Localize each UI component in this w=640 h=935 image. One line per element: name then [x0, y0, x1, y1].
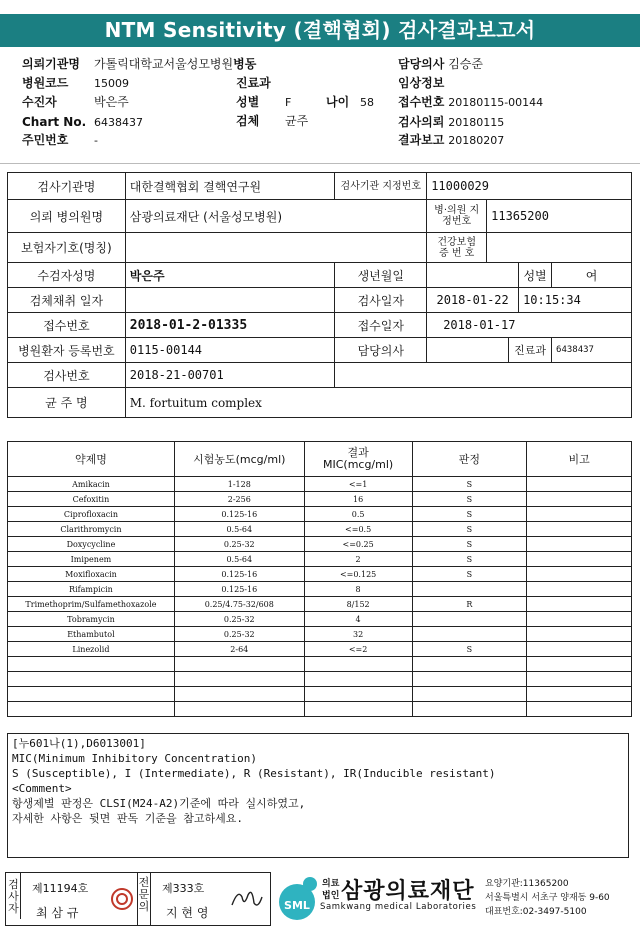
test-date-value: 2018-01-22 — [427, 288, 519, 313]
collect-date-label: 검체채취 일자 — [8, 288, 126, 313]
drug-row — [8, 597, 632, 612]
dob-value — [427, 263, 519, 288]
specimen-value: 균주 — [285, 114, 309, 128]
drug-name: Trimethoprim/Sulfamethoxazole — [8, 597, 175, 612]
age-label: 나이 — [326, 95, 350, 109]
interpretation: S — [412, 477, 527, 492]
comments-box — [7, 733, 629, 858]
note-line: <Comment> — [12, 782, 72, 795]
drug-row — [8, 567, 632, 582]
empty-cell — [8, 657, 175, 672]
sex-value: F — [285, 96, 292, 109]
hospital-code-label: 병원코드 — [22, 76, 69, 90]
doctor-label-cell: 담당의사 — [335, 338, 427, 363]
interpretation — [412, 627, 527, 642]
test-number-label: 검사번호 — [8, 363, 126, 388]
sex-label-cell: 성별 — [519, 263, 552, 288]
mic-result: <=2 — [304, 642, 412, 657]
drug-row — [8, 642, 632, 657]
org-code: 요양기관:11365200 — [485, 879, 569, 889]
signature-box — [5, 872, 271, 926]
insured-label: 보험자기호(명칭) — [8, 233, 126, 263]
interpretation — [412, 612, 527, 627]
org-phone: 대표번호:02-3497-5100 — [485, 907, 587, 917]
empty-cell — [174, 702, 304, 717]
patient-value: 박은주 — [94, 95, 129, 109]
empty-cell — [174, 687, 304, 702]
test-concentration: 0.5-64 — [174, 522, 304, 537]
test-concentration: 1-128 — [174, 477, 304, 492]
collect-date-value — [125, 288, 335, 313]
org-english-name: Samkwang medical Laboratories — [320, 902, 477, 912]
note-line: 항생제별 판정은 CLSI(M24-A2)기준에 따라 실시하였고, — [12, 797, 306, 810]
note-line: [누601나(1),D6013001] — [12, 737, 146, 750]
remarks — [527, 597, 632, 612]
mic-result: 8/152 — [304, 597, 412, 612]
drug-row — [8, 477, 632, 492]
ward-label: 병동 — [233, 57, 257, 71]
interpretation: R — [412, 597, 527, 612]
empty-cell — [8, 702, 175, 717]
drug-name: Imipenem — [8, 552, 175, 567]
mic-result: 8 — [304, 582, 412, 597]
mic-result: 4 — [304, 612, 412, 627]
drug-row — [8, 507, 632, 522]
test-concentration: 2-64 — [174, 642, 304, 657]
test-concentration: 0.125-16 — [174, 582, 304, 597]
empty-cell — [8, 687, 175, 702]
col-drug: 약제명 — [8, 442, 175, 477]
doctor-value-cell — [427, 338, 509, 363]
doctor-value: 김승준 — [448, 57, 483, 71]
drug-name: Doxycycline — [8, 537, 175, 552]
sml-logo-icon — [272, 874, 322, 924]
drug-row — [8, 582, 632, 597]
reviewer-label: 전문의 — [137, 873, 151, 925]
tester-number: 제11194호 — [32, 882, 89, 895]
reviewer-number: 제333호 — [162, 882, 205, 895]
interpretation: S — [412, 642, 527, 657]
col-mic — [304, 442, 412, 477]
dept-value-cell: 6438437 — [552, 338, 632, 363]
empty-cell — [304, 672, 412, 687]
org-prefix-bottom: 법인 — [322, 891, 340, 901]
health-label: 건강보험 증 번 호 — [427, 233, 487, 263]
col-mic-unit: MIC(mcg/ml) — [322, 458, 394, 471]
doctor-label: 담당의사 — [398, 57, 445, 71]
test-concentration: 0.5-64 — [174, 552, 304, 567]
empty-cell — [412, 657, 527, 672]
interpretation: S — [412, 552, 527, 567]
request-label: 검사의뢰 — [398, 115, 445, 129]
report-date-value: 20180207 — [448, 134, 505, 147]
accession-value: 2018-01-2-01335 — [125, 313, 335, 338]
tester-name: 최 삼 규 — [36, 906, 79, 920]
drug-name: Moxifloxacin — [8, 567, 175, 582]
test-concentration: 0.125-16 — [174, 507, 304, 522]
test-concentration: 0.25/4.75-32/608 — [174, 597, 304, 612]
seal-stamp-icon — [110, 887, 134, 911]
empty-cell — [8, 672, 175, 687]
drug-row — [8, 537, 632, 552]
remarks — [527, 552, 632, 567]
lab-info-table — [7, 172, 632, 418]
chart-value: 6438437 — [94, 116, 143, 129]
drug-sensitivity-table — [7, 441, 632, 717]
mic-result: 0.5 — [304, 507, 412, 522]
report-title: NTM Sensitivity (결핵협회) 검사결과보고서 — [0, 14, 640, 47]
remarks — [527, 582, 632, 597]
lab-name-value: 대한결핵협회 결핵연구원 — [125, 173, 335, 200]
drug-name: Clarithromycin — [8, 522, 175, 537]
mic-result: <=0.5 — [304, 522, 412, 537]
org-prefix-top: 의료 — [322, 879, 340, 889]
dob-label: 생년월일 — [335, 263, 427, 288]
registration-label: 병원환자 등록번호 — [8, 338, 126, 363]
insured-value — [125, 233, 426, 263]
test-time-value: 10:15:34 — [519, 288, 632, 313]
specimen-label: 검체 — [236, 114, 260, 128]
org-name: 삼광의료재단 — [341, 879, 475, 904]
remarks — [527, 537, 632, 552]
interpretation: S — [412, 567, 527, 582]
drug-name: Amikacin — [8, 477, 175, 492]
note-line: 자세한 사항은 뒷면 판독 기준을 참고하세요. — [12, 812, 244, 825]
mic-result: <=1 — [304, 477, 412, 492]
remarks — [527, 492, 632, 507]
empty-cell — [412, 687, 527, 702]
patient-name-label: 수검자성명 — [8, 263, 126, 288]
test-concentration: 0.25-32 — [174, 537, 304, 552]
test-number-value: 2018-21-00701 — [125, 363, 335, 388]
remarks — [527, 642, 632, 657]
drug-row-empty — [8, 702, 632, 717]
req-code-label: 병·의원 지정번호 — [427, 200, 487, 233]
interpretation: S — [412, 522, 527, 537]
lab-name-label: 검사기관명 — [8, 173, 126, 200]
empty-cell — [304, 702, 412, 717]
note-line: S (Susceptible), I (Intermediate), R (Resistant), IR(Inducible resistant) — [12, 767, 496, 780]
accession-label: 접수번호 — [8, 313, 126, 338]
col-mic-result: 결과 — [347, 446, 369, 459]
drug-row — [8, 522, 632, 537]
mic-result: 2 — [304, 552, 412, 567]
mic-result: <=0.25 — [304, 537, 412, 552]
sex-label: 성별 — [236, 95, 260, 109]
test-concentration: 2-256 — [174, 492, 304, 507]
tester-label: 검사자 — [7, 873, 21, 919]
empty-cell — [527, 687, 632, 702]
remarks — [527, 522, 632, 537]
institution-label: 의뢰기관명 — [22, 57, 80, 71]
rrn-value: - — [94, 134, 98, 147]
req-code-value: 11365200 — [487, 200, 632, 233]
interpretation: S — [412, 537, 527, 552]
empty-cell — [174, 672, 304, 687]
dept-label: 진료과 — [236, 76, 271, 90]
drug-name: Linezolid — [8, 642, 175, 657]
accession-date-value: 2018-01-17 — [427, 313, 632, 338]
test-concentration: 0.25-32 — [174, 612, 304, 627]
receipt-label: 접수번호 — [398, 95, 445, 109]
test-concentration: 0.125-16 — [174, 567, 304, 582]
chart-label: Chart No. — [22, 115, 87, 129]
organism-value: M. fortuitum complex — [125, 388, 631, 418]
req-hosp-label: 의뢰 병의원명 — [8, 200, 126, 233]
drug-name: Ciprofloxacin — [8, 507, 175, 522]
empty-cell — [412, 672, 527, 687]
mic-result: 16 — [304, 492, 412, 507]
test-concentration: 0.25-32 — [174, 627, 304, 642]
lab-code-label: 검사기관 지정번호 — [335, 173, 427, 200]
drug-name: Ethambutol — [8, 627, 175, 642]
empty-cell — [174, 657, 304, 672]
mic-result: 32 — [304, 627, 412, 642]
remarks — [527, 567, 632, 582]
reviewer-name: 지 현 영 — [166, 906, 209, 920]
drug-name: Tobramycin — [8, 612, 175, 627]
org-address: 서울특별시 서초구 양재동 9-60 — [485, 893, 610, 903]
lab-code-value: 11000029 — [427, 173, 632, 200]
drug-row-empty — [8, 672, 632, 687]
drug-row — [8, 492, 632, 507]
test-number-empty — [335, 363, 632, 388]
empty-cell — [527, 657, 632, 672]
accession-date-label: 접수일자 — [335, 313, 427, 338]
drug-row-empty — [8, 687, 632, 702]
registration-value: 0115-00144 — [125, 338, 335, 363]
col-concentration: 시험농도(mcg/ml) — [174, 442, 304, 477]
sex-value-cell: 여 — [552, 263, 632, 288]
interpretation: S — [412, 507, 527, 522]
footer — [0, 872, 640, 928]
empty-cell — [304, 657, 412, 672]
drug-row — [8, 612, 632, 627]
signature-icon — [228, 885, 264, 915]
drug-name: Rifampicin — [8, 582, 175, 597]
empty-cell — [304, 687, 412, 702]
col-interpretation: 판정 — [412, 442, 527, 477]
remarks — [527, 627, 632, 642]
drug-row-empty — [8, 657, 632, 672]
empty-cell — [527, 702, 632, 717]
col-remarks: 비고 — [527, 442, 632, 477]
remarks — [527, 507, 632, 522]
health-value — [487, 233, 632, 263]
logo-text: SML — [284, 899, 310, 912]
patient-name-value: 박은주 — [125, 263, 335, 288]
remarks — [527, 612, 632, 627]
drug-row — [8, 627, 632, 642]
report-date-label: 결과보고 — [398, 133, 445, 147]
interpretation — [412, 582, 527, 597]
receipt-value: 20180115-00144 — [448, 96, 544, 109]
empty-cell — [527, 672, 632, 687]
interpretation: S — [412, 492, 527, 507]
clinical-info-label: 임상정보 — [398, 76, 445, 90]
req-hosp-value: 삼광의료재단 (서울성모병원) — [125, 200, 426, 233]
mic-result: <=0.125 — [304, 567, 412, 582]
header-divider — [0, 163, 640, 164]
drug-name: Cefoxitin — [8, 492, 175, 507]
patient-label: 수진자 — [22, 95, 57, 109]
organism-label: 균 주 명 — [8, 388, 126, 418]
age-value: 58 — [360, 96, 374, 109]
request-value: 20180115 — [448, 116, 505, 129]
institution-value: 가톨릭대학교서울성모병원 — [94, 57, 234, 71]
drug-row — [8, 552, 632, 567]
empty-cell — [412, 702, 527, 717]
remarks — [527, 477, 632, 492]
test-date-label: 검사일자 — [335, 288, 427, 313]
rrn-label: 주민번호 — [22, 133, 69, 147]
hospital-code-value: 15009 — [94, 77, 129, 90]
dept-label-cell: 진료과 — [509, 338, 552, 363]
note-line: MIC(Minimum Inhibitory Concentration) — [12, 752, 258, 765]
